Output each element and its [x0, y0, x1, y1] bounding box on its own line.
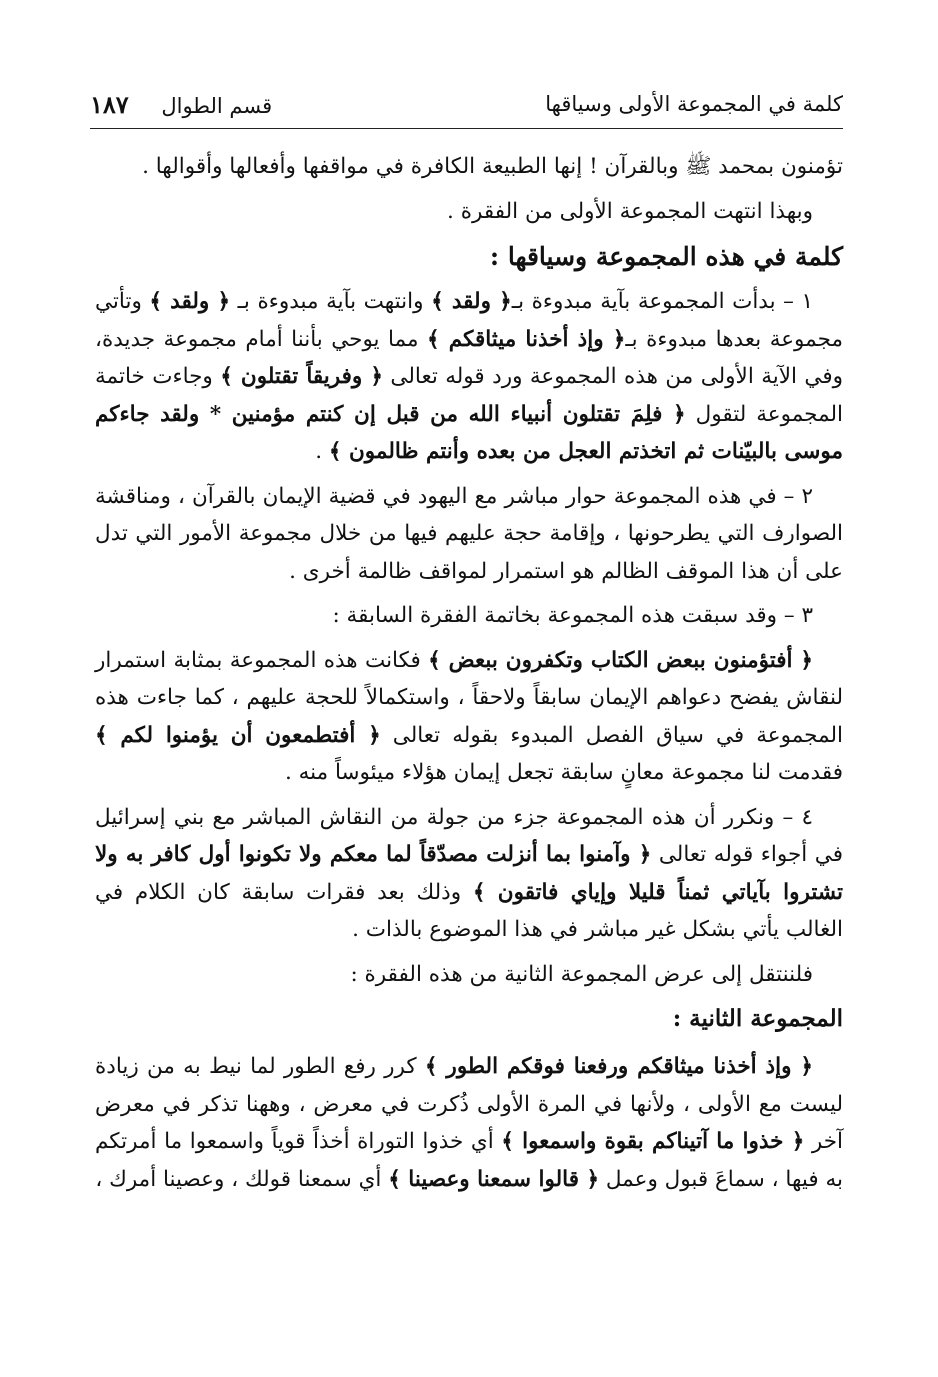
paragraph-2: وبهذا انتهت المجموعة الأولى من الفقرة .	[447, 198, 813, 224]
text-run: وتأتي مجموعة بعدها مبدوءة بـ	[95, 289, 843, 352]
quran-quote: ﴿ وفريقاً تقتلون ﴾	[220, 364, 383, 389]
paragraph-1: تؤمنون بمحمد ﷺ وبالقرآن ! إنها الطبيعة الكافرة في مواقفها وأفعالها وأقوالها .	[142, 154, 843, 179]
text-run: ١ – بدأت المجموعة بآية مبدوءة بـ	[511, 289, 813, 314]
quran-quote: ﴿ وإذ أخذنا ميثاقكم ﴾	[427, 326, 626, 352]
text-run: أي خذوا التوراة أخذاً قوياً واسمعوا ما أمرتكم به فيها ، سماعَ قبول وعمل	[95, 1129, 843, 1192]
quran-quote: ﴿ وإذ أخذنا ميثاقكم ورفعنا فوقكم الطور ﴾	[424, 1054, 813, 1079]
quran-quote: ﴿ ولقد ﴾	[149, 289, 231, 314]
quran-quote: ﴿ أفتطمعون أن يؤمنوا لكم ﴾	[95, 722, 381, 748]
paragraph-point-2: ٢ – في هذه المجموعة حوار مباشر مع اليهود في قضية الإيمان بالقرآن ، ومناقشة الصوارف التي يطرحونها ، وإقامة حجة عليهم فيها من خلال مجموعة الأمور التي تدل على أن هذا الموقف الظالم هو استمرار لمواقف ظالمة أخرى .	[95, 483, 843, 584]
quran-quote: ﴿ فلِمَ تقتلون أنبياء الله من قبل إن كنتم مؤمنين * ولقد جاءكم موسى بالبيّنات ثم اتخذتم العجل من بعده وأنتم ظالمون ﴾	[95, 401, 843, 464]
section-heading-context: كلمة في هذه المجموعة وسياقها :	[489, 242, 843, 271]
text-run: مما يوحي بأننا أمام مجموعة جديدة، وفي الآية الأولى من هذه المجموعة ورد قوله تعالى	[95, 326, 843, 389]
text-run: .	[315, 439, 329, 464]
text-run: وجاءت خاتمة المجموعة لتقول	[95, 364, 843, 427]
chapter-title: كلمة في المجموعة الأولى وسياقها	[545, 92, 843, 116]
text-run: فقدمت لنا مجموعة معانٍ سابقة تجعل إيمان هؤلاء ميئوساً منه .	[284, 760, 843, 785]
paragraph-second-group	[95, 1048, 843, 1198]
quran-quote: ﴿ أفتؤمنون ببعض الكتاب وتكفرون ببعض ﴾	[428, 647, 814, 673]
quran-quote: ﴿ خذوا ما آتيناكم بقوة واسمعوا ﴾	[501, 1129, 805, 1154]
text-run: ٤ – ونكرر أن هذه المجموعة جزء من جولة من النقاش المباشر مع بني إسرائيل في أجواء قوله تعالى	[95, 804, 843, 867]
text-run: أي سمعنا قولك ، وعصينا أمرك ،	[95, 1166, 389, 1192]
quran-quote: ﴿ وآمنوا بما أنزلت مصدّقاً لما معكم ولا تكونوا أول كافر به ولا تشتروا بآياتي ثمناً قليلا وإياي فاتقون ﴾	[95, 842, 843, 905]
quran-quote: ﴿ قالوا سمعنا وعصينا ﴾	[388, 1166, 600, 1192]
paragraph-point-4	[95, 799, 843, 949]
paragraph-point-3-continued	[95, 642, 843, 792]
text-run: وانتهت بآية مبدوءة بـ	[230, 289, 432, 314]
section-name: قسم الطوال	[161, 94, 273, 118]
page-body	[95, 148, 843, 1205]
quran-quote: ﴿ ولقد ﴾	[431, 289, 512, 314]
paragraph-point-3: ٣ – وقد سبقت هذه المجموعة بخاتمة الفقرة السابقة :	[332, 603, 813, 628]
header-left	[90, 90, 272, 119]
text-run: وذلك بعد فقرات سابقة كان الكلام في الغالب يأتي بشكل غير مباشر في هذا الموضوع بالذات .	[95, 879, 843, 942]
paragraph-transition: فلننتقل إلى عرض المجموعة الثانية من هذه الفقرة :	[350, 961, 813, 987]
paragraph-point-1	[95, 283, 843, 471]
text-run: فكانت هذه المجموعة بمثابة استمرار لنقاش يفضح دعواهم الإيمان سابقاً ولاحقاً ، واستكمالاً للحجة عليهم ، كما جاءت هذه المجموعة في سياق الفصل المبدوء بقوله تعالى	[95, 647, 843, 748]
running-header	[90, 86, 843, 129]
section-heading-second-group: المجموعة الثانية :	[672, 1005, 843, 1032]
page-number: ١٨٧	[90, 90, 129, 119]
text-run: كرر رفع الطور لما نيط به من زيادة ليست مع الأولى ، ولأنها في المرة الأولى ذُكرت في معرض ، وههنا تذكر في معرض آخر	[95, 1054, 843, 1154]
